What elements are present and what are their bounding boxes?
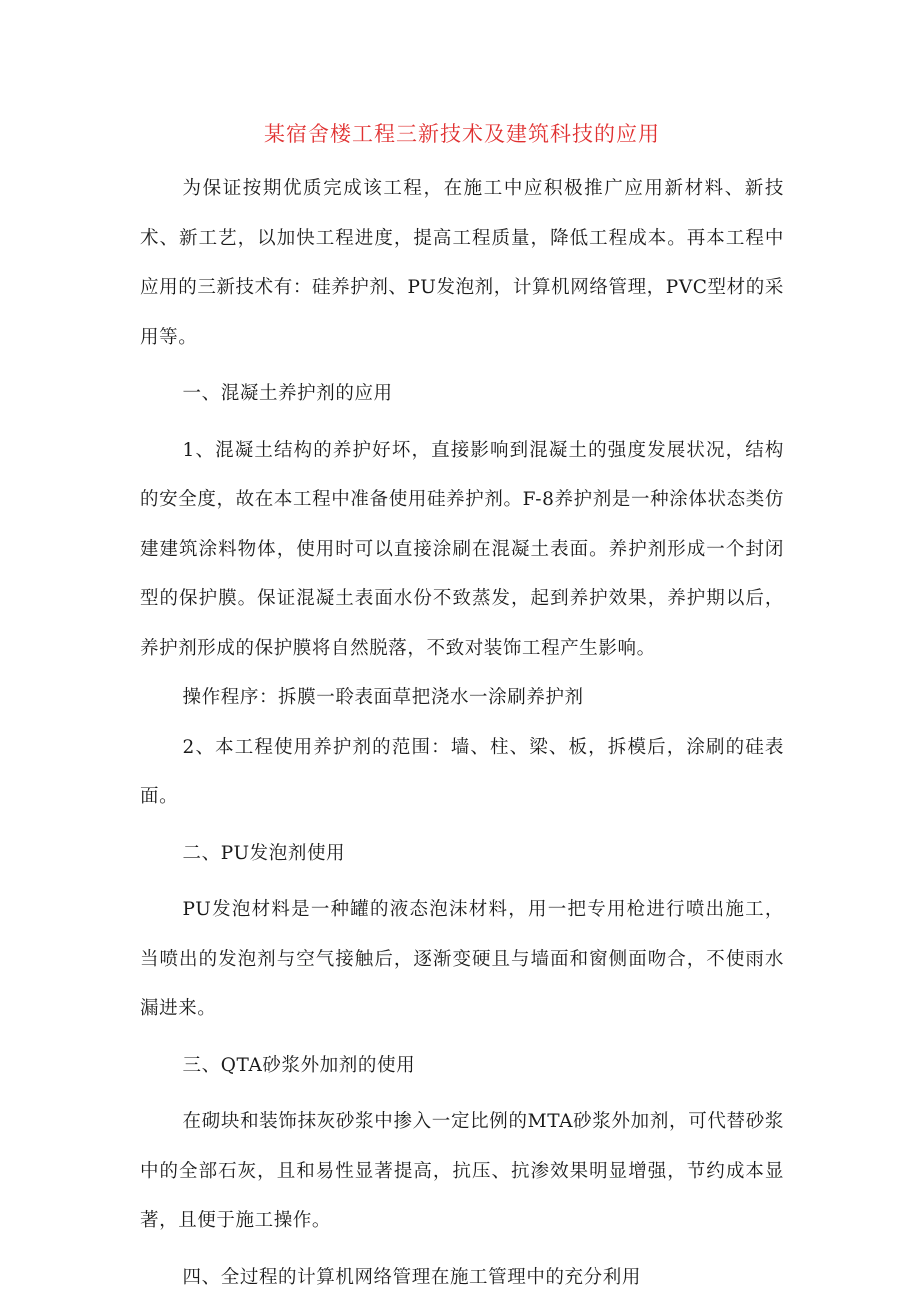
section-3-paragraph: 在砌块和装饰抹灰砂浆中掺入一定比例的MTA砂浆外加剂，可代替砂浆中的全部石灰，且和易性显著提高，抗压、抗渗效果明显增强，节约成本显著，且便于施工操作。 — [140, 1097, 784, 1246]
intro-paragraph: 为保证按期优质完成该工程，在施工中应积极推广应用新材料、新技术、新工艺，以加快工程进度，提高工程质量，降低工程成本。再本工程中应用的三新技术有：硅养护剂、PU发泡剂，计算机网络管理，PVC型材的采用等。 — [140, 164, 784, 362]
section-3-heading: 三、QTA砂浆外加剂的使用 — [140, 1041, 784, 1091]
section-1-heading: 一、混凝土养护剂的应用 — [140, 369, 784, 419]
section-1-procedure: 操作程序：拆膜一聆表面草把浇水一涂刷养护剂 — [140, 673, 784, 723]
section-4-heading: 四、全过程的计算机网络管理在施工管理中的充分利用 — [140, 1253, 784, 1302]
section-1-paragraph-1: 1、混凝土结构的养护好坏，直接影响到混凝土的强度发展状况，结构的安全度，故在本工程中准备使用硅养护剂。F-8养护剂是一种涂体状态类仿建建筑涂料物体，使用时可以直接涂刷在混凝土表面。养护剂形成一个封闭型的保护膜。保证混凝土表面水份不致蒸发，起到养护效果，养护期以后，养护剂形成的保护膜将自然脱落，不致对装饰工程产生影响。 — [140, 426, 784, 674]
section-2-heading: 二、PU发泡剂使用 — [140, 829, 784, 879]
section-2-paragraph: PU发泡材料是一种罐的液态泡沫材料，用一把专用枪进行喷出施工，当喷出的发泡剂与空气接触后，逐渐变硬且与墙面和窗侧面吻合，不使雨水漏进来。 — [140, 885, 784, 1034]
document-title: 某宿舍楼工程三新技术及建筑科技的应用 — [140, 116, 784, 152]
section-1-paragraph-2: 2、本工程使用养护剂的范围：墙、柱、梁、板，拆模后，涂刷的硅表面。 — [140, 723, 784, 822]
